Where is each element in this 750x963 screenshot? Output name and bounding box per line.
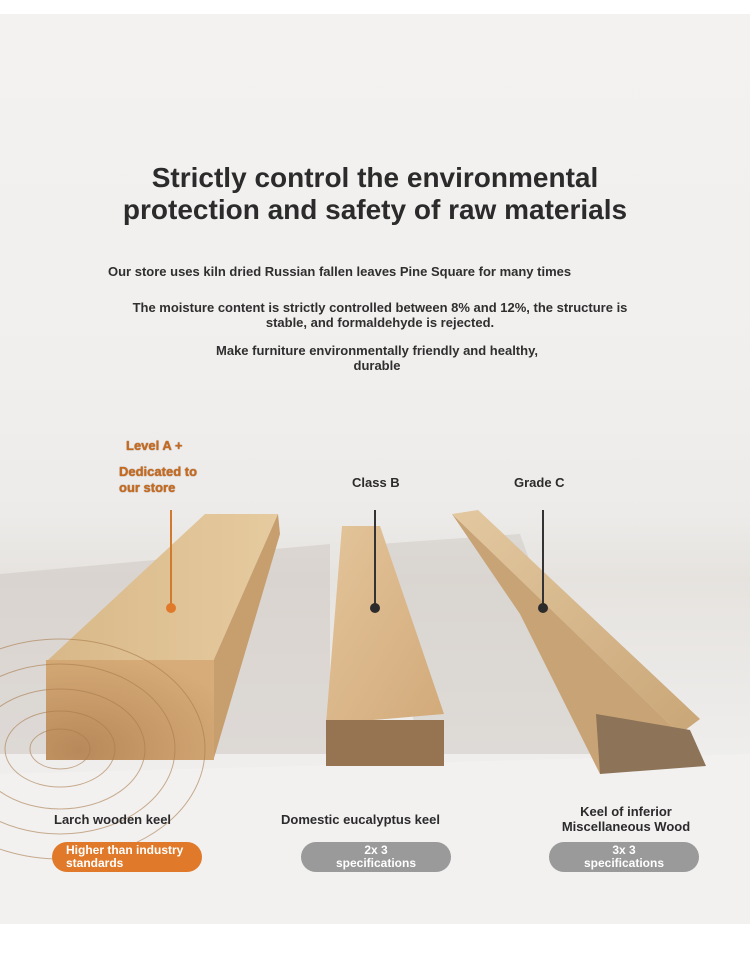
- wood-beams-illustration: [0, 14, 750, 924]
- badge-spec-3x3: [549, 842, 699, 872]
- badge-higher-standards-1: Higher than industry: [66, 843, 184, 857]
- badge-higher-standards-2: standards: [66, 856, 124, 870]
- grade-b-pointer-line: [374, 510, 376, 608]
- grade-b-pointer-dot: [370, 603, 380, 613]
- badge-spec-3x3-2: specifications: [583, 856, 665, 870]
- title-line-1: Strictly control the environmental: [151, 162, 599, 193]
- badge-spec-3x3-1: 3x 3: [612, 843, 636, 857]
- intro-text-3b: durable: [353, 358, 401, 373]
- intro-text-3: [200, 343, 554, 373]
- grade-a-sublabel: [119, 464, 197, 496]
- product-name-misc-1: Keel of inferior: [580, 804, 672, 819]
- grade-a-label: Level A +: [126, 438, 183, 453]
- page-title: [0, 162, 750, 226]
- intro-text-2a: The moisture content is strictly controlled between 8% and 12%, the structure is: [132, 300, 628, 315]
- product-name-misc: [556, 804, 696, 834]
- product-name-eucalyptus: Domestic eucalyptus keel: [281, 812, 440, 827]
- badge-higher-standards: [52, 842, 202, 872]
- intro-text-2b: stable, and formaldehyde is rejected.: [265, 315, 495, 330]
- intro-text-3a: Make furniture environmentally friendly and healthy,: [216, 343, 538, 358]
- intro-text-1: Our store uses kiln dried Russian fallen leaves Pine Square for many times: [108, 264, 572, 279]
- product-name-larch: Larch wooden keel: [54, 812, 172, 827]
- grade-c-pointer-dot: [538, 603, 548, 613]
- grade-a-pointer-line: [170, 510, 172, 608]
- grade-b-label: Class B: [352, 475, 400, 490]
- intro-text-2: [100, 300, 660, 330]
- badge-spec-2x3: [301, 842, 451, 872]
- background-panel: [0, 14, 750, 924]
- grade-a-sublabel-1: Dedicated to: [119, 464, 198, 479]
- badge-spec-2x3-2: specifications: [335, 856, 417, 870]
- grade-c-label: Grade C: [514, 475, 565, 490]
- grade-a-pointer-dot: [166, 603, 176, 613]
- badge-spec-2x3-1: 2x 3: [364, 843, 388, 857]
- grade-a-sublabel-2: our store: [119, 480, 176, 495]
- product-name-misc-2: Miscellaneous Wood: [561, 819, 691, 834]
- title-line-2: protection and safety of raw materials: [122, 194, 628, 225]
- grade-c-pointer-line: [542, 510, 544, 608]
